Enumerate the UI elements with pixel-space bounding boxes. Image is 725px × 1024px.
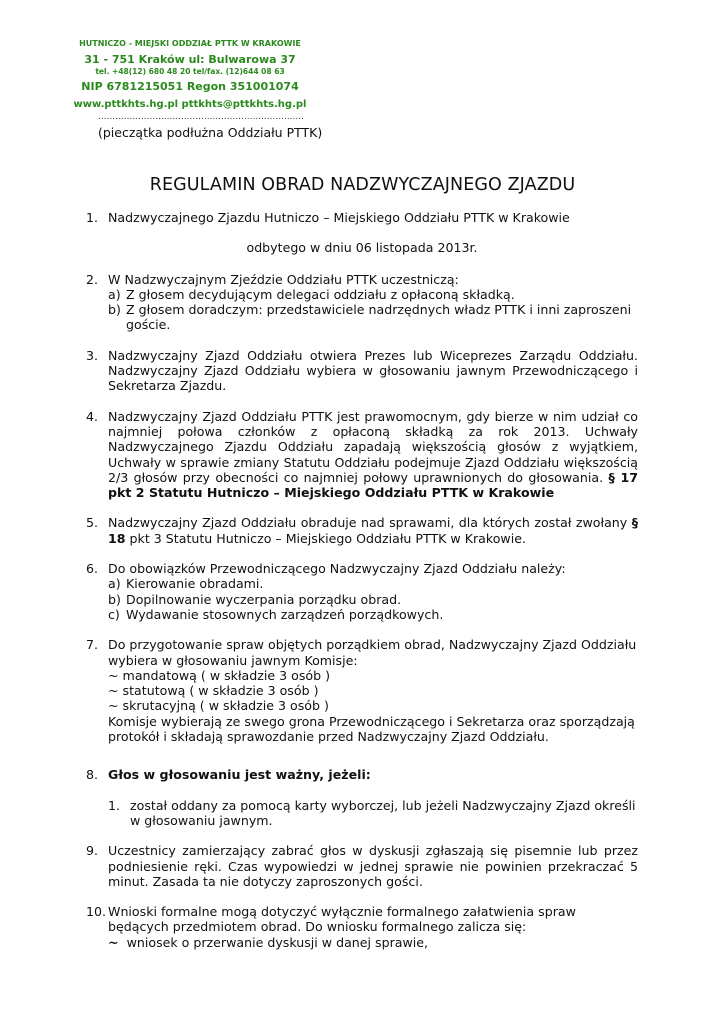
section-3: [86, 348, 638, 394]
stamp-phones: tel. +48(12) 680 48 20 tel/fax. (12)644 08 63: [95, 67, 285, 76]
oddzial-stamp: [70, 38, 310, 112]
section-1-date: odbytego w dniu 06 listopada 2013r.: [246, 240, 478, 256]
section-number: 2.: [86, 271, 99, 287]
section-text: Do przygotowanie spraw objętych porządkiem obrad, Nadzwyczajny Zjazd Oddziału wybiera w głosowaniu jawnym Komisje:: [108, 637, 637, 668]
stamp-address: 31 - 751 Kraków ul: Bulwarowa 37: [84, 53, 296, 66]
stamp-nip-regon: NIP 6781215051 Regon 351001074: [81, 80, 299, 93]
section-text: Nadzwyczajny Zjazd Oddziału otwiera Prezes lub Wiceprezes Zarządu Oddziału. Nadzwyczajny Zjazd Oddziału wybiera w głosowaniu jawnym Przewodniczącego i Sekretarza Zjazdu.: [108, 347, 638, 394]
list-item: ~ mandatową ( w składzie 3 osób ): [108, 667, 331, 683]
section-text: Nadzwyczajny Zjazd Oddziału obraduje nad sprawami, dla których został zwołany: [108, 515, 628, 531]
section-6: [86, 561, 638, 622]
section-text: Nadzwyczajny Zjazd Oddziału PTTK jest prawomocnym, gdy bierze w nim udział co najmniej połowa członków z opłaconą składką za rok 2013. Uchwały Nadzwyczajnego Zjazdu Oddziału zapadają większością głosów z wyjątkiem, Uchwały w sprawie zmiany Statutu Oddziału podejmuje Zjazd Oddziału większością 2/3 głosów przy obecności co najmniej połowy uprawnionych do głosowania.: [108, 408, 638, 485]
section-number: 6.: [86, 561, 99, 577]
stamp-organization: HUTNICZO - MIEJSKI ODDZIAŁ PTTK W KRAKOWIE: [79, 39, 301, 48]
list-item: ~ skrutacyjną ( w składzie 3 osób ): [108, 698, 329, 714]
list-item: ~ wniosek o przerwanie dyskusji w danej sprawie,: [108, 934, 429, 950]
list-item: ~ statutową ( w składzie 3 osób ): [108, 683, 319, 699]
section-text: Do obowiązków Przewodniczącego Nadzwyczajny Zjazd Oddziału należy:: [108, 561, 566, 577]
section-heading: Głos w głosowaniu jest ważny, jeżeli:: [108, 767, 371, 783]
section-number: 8.: [86, 767, 99, 783]
list-item: a) Kierowanie obradami.: [108, 576, 264, 592]
document-body: [86, 208, 638, 950]
list-item: b) Dopilnowanie wyczerpania porządku obrad.: [108, 591, 402, 607]
section-text: Wnioski formalne mogą dotyczyć wyłącznie formalnego załatwienia spraw będących przedmiotem obrad. Do wniosku formalnego zalicza się:: [108, 904, 576, 935]
tilde-bullet: ~: [108, 934, 119, 950]
stamp-web-email: www.pttkhts.hg.pl pttkhts@pttkhts.hg.pl: [73, 99, 307, 110]
section-text-tail: Komisje wybierają ze swego grona Przewodniczącego i Sekretarza oraz sporządzają protokół i składają sprawozdanie przed Nadzwyczajny Zjazd Oddziału.: [108, 713, 635, 745]
section-9: [86, 843, 638, 889]
page-title: REGULAMIN OBRAD NADZWYCZAJNEGO ZJAZDU: [149, 175, 576, 195]
section-8: [86, 767, 638, 782]
section-5: [86, 515, 638, 546]
section-number: 5.: [86, 515, 99, 531]
list-item: b) Z głosem doradczym: przedstawiciele nadrzędnych władz PTTK i inni zaproszeni goście.: [108, 302, 632, 333]
section-text: Uczestnicy zamierzający zabrać głos w dyskusji zgłaszają się pisemnie lub przez podniesienie ręki. Czas wypowiedzi w jednej sprawie nie powinien przekraczać 5 minut. Zasada ta nie dotyczy zaproszonych gości.: [108, 843, 638, 889]
section-8-item: [108, 798, 638, 829]
statute-reference: § 17 pkt 2 Statutu Hutniczo – Miejskiego Oddziału PTTK w Krakowie: [108, 469, 638, 501]
section-number: 4.: [86, 408, 99, 424]
section-number: 3.: [86, 347, 99, 363]
section-number: 1.: [86, 210, 99, 225]
section-text: W Nadzwyczajnym Zjeździe Oddziału PTTK uczestniczą:: [108, 271, 459, 287]
section-10: [86, 904, 638, 950]
item-text: został oddany za pomocą karty wyborczej, lub jeżeli Nadzwyczajny Zjazd określi w głosowaniu jawnym.: [130, 797, 636, 828]
section-1: [86, 210, 638, 225]
statute-paragraph: § 18: [108, 515, 638, 546]
section-text-tail: pkt 3 Statutu Hutniczo – Miejskiego Oddziału PTTK w Krakowie.: [129, 530, 526, 546]
section-2: [86, 272, 638, 333]
list-item: a) Z głosem decydującym delegaci oddziału z opłaconą składką.: [108, 286, 515, 302]
stamp-dotted-line: ........................................................................: [98, 112, 304, 122]
section-text: Nadzwyczajnego Zjazdu Hutniczo – Miejskiego Oddziału PTTK w Krakowie: [108, 210, 570, 225]
list-item: c) Wydawanie stosownych zarządzeń porządkowych.: [108, 606, 444, 622]
section-number: 7.: [86, 637, 99, 653]
stamp-caption: (pieczątka podłużna Oddziału PTTK): [98, 125, 323, 140]
section-number: 9.: [86, 843, 99, 859]
section-number: 10.: [86, 904, 107, 920]
section-4: [86, 409, 638, 501]
section-7: [86, 637, 638, 744]
item-number: 1.: [108, 797, 121, 813]
